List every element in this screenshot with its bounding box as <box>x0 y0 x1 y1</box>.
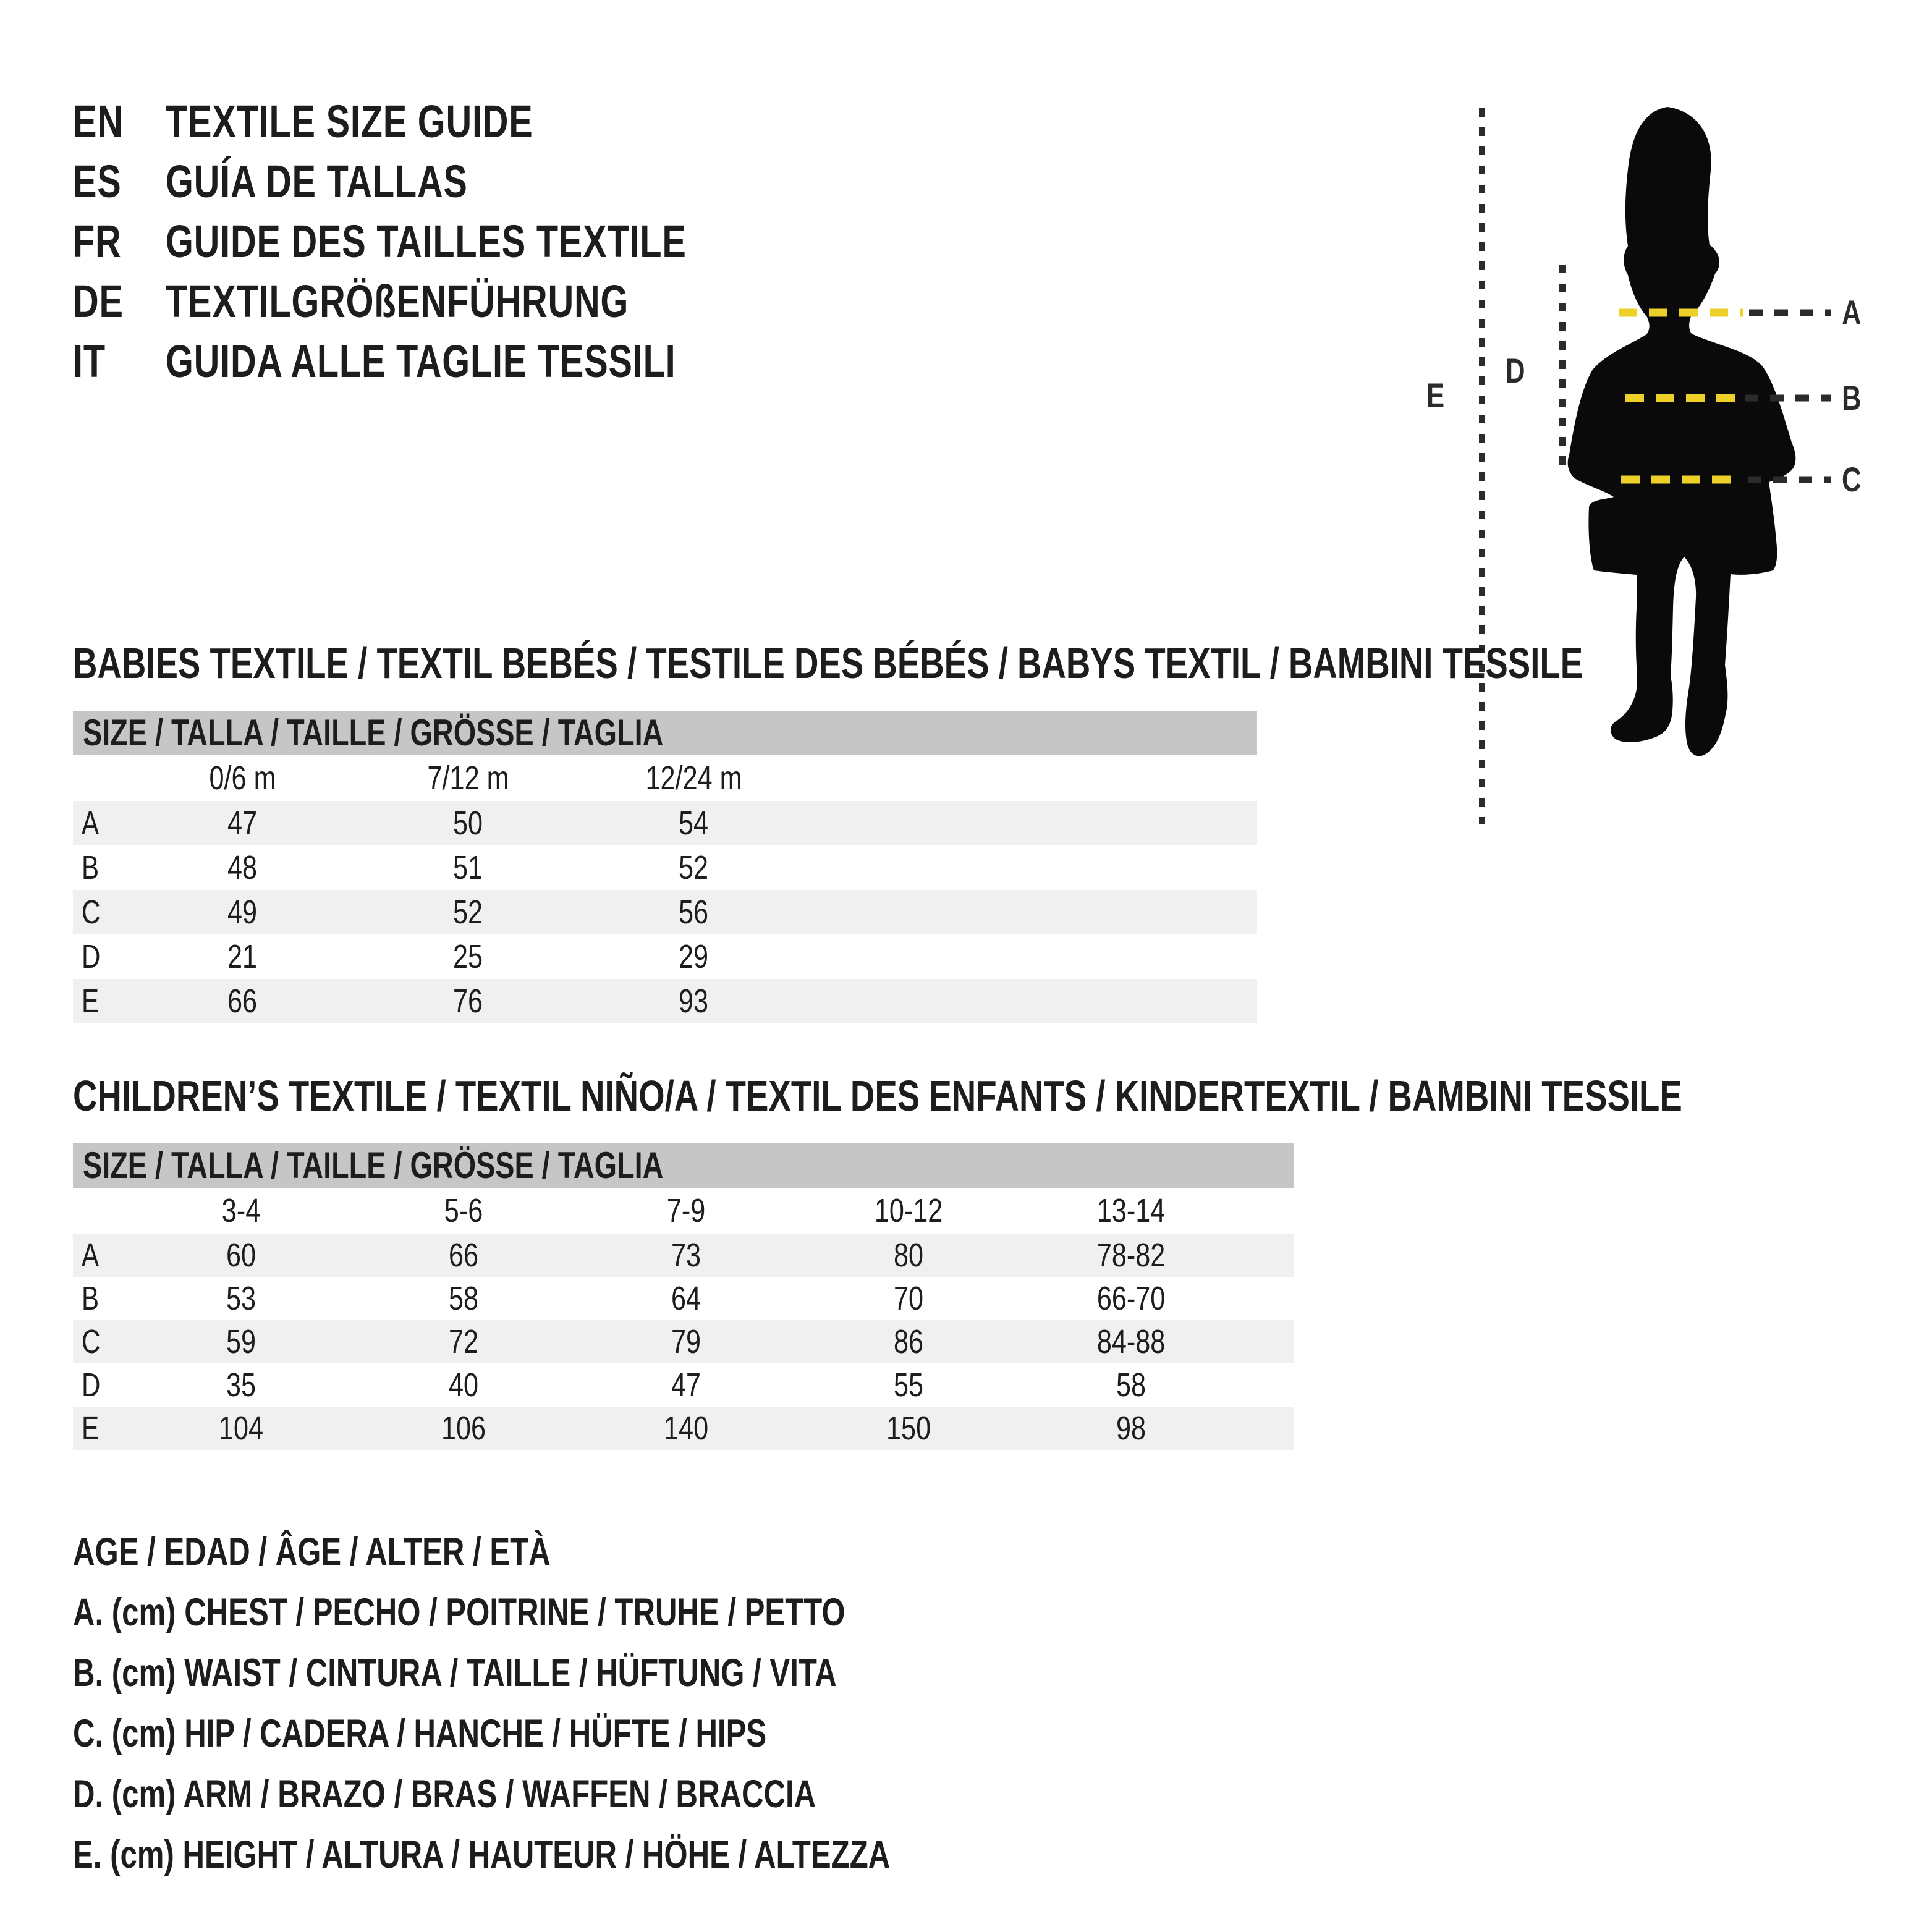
legend-line-age: AGE / EDAD / ÂGE / ALTER / ETÀ <box>73 1530 551 1574</box>
table-row-c <box>73 890 1257 934</box>
cell-value: 50 <box>453 805 483 842</box>
legend-line-height: E. (cm) HEIGHT / ALTURA / HAUTEUR / HÖHE / ALTEZZA <box>73 1833 891 1876</box>
cell-value: 66-70 <box>1096 1280 1166 1317</box>
language-code: ES <box>73 156 122 207</box>
babies-section-title: BABIES TEXTILE / TEXTIL BEBÉS / TESTILE DES BÉBÉS / BABYS TEXTIL / BAMBINI TESSILE <box>73 639 1583 687</box>
cell-value: 21 <box>227 938 258 975</box>
row-label: B <box>82 1280 100 1317</box>
cell-value: 64 <box>671 1280 701 1317</box>
cell-value: 56 <box>679 894 709 931</box>
language-code: EN <box>73 96 124 147</box>
row-label: E <box>82 983 100 1020</box>
cell-value: 53 <box>226 1280 256 1317</box>
cell-value: 60 <box>226 1237 256 1274</box>
cell-value: 54 <box>679 805 709 842</box>
language-title-list <box>73 91 833 391</box>
cell-value: 66 <box>448 1237 479 1274</box>
column-header: 10-12 <box>874 1192 943 1229</box>
row-label: C <box>82 1323 101 1360</box>
language-row-it <box>73 331 833 391</box>
cell-value: 25 <box>453 938 483 975</box>
cell-value: 78-82 <box>1096 1237 1166 1274</box>
cell-value: 73 <box>671 1237 701 1274</box>
children-size-table <box>73 1143 1294 1450</box>
cell-value: 72 <box>448 1323 479 1360</box>
cell-value: 55 <box>893 1366 924 1404</box>
language-title: GUIDE DES TAILLES TEXTILE <box>166 216 687 267</box>
measure-label-c: C <box>1842 460 1862 499</box>
language-title: GUÍA DE TALLAS <box>166 156 468 207</box>
column-header: 13-14 <box>1096 1192 1166 1229</box>
language-row-es <box>73 151 833 211</box>
cell-value: 104 <box>218 1410 264 1447</box>
legend-line-waist: B. (cm) WAIST / CINTURA / TAILLE / HÜFTUNG / VITA <box>73 1651 837 1695</box>
column-header: 0/6 m <box>209 760 276 797</box>
cell-value: 48 <box>227 849 258 886</box>
measure-label-e: E <box>1426 376 1445 415</box>
cell-value: 52 <box>453 894 483 931</box>
cell-value: 84-88 <box>1096 1323 1166 1360</box>
cell-value: 58 <box>1116 1366 1146 1404</box>
measure-legend <box>73 1522 1121 1885</box>
column-header: 12/24 m <box>645 760 742 797</box>
children-table-header-band: SIZE / TALLA / TAILLE / GRÖSSE / TAGLIA <box>73 1143 1294 1188</box>
children-section-title: CHILDREN’S TEXTILE / TEXTIL NIÑO/A / TEXTIL DES ENFANTS / KINDERTEXTIL / BAMBINI TESSILE <box>73 1072 1682 1120</box>
cell-value: 79 <box>671 1323 701 1360</box>
measure-label-b: B <box>1842 378 1862 417</box>
babies-table-header-band: SIZE / TALLA / TAILLE / GRÖSSE / TAGLIA <box>73 711 1257 755</box>
table-row-b <box>73 845 1257 890</box>
cell-value: 49 <box>227 894 258 931</box>
table-row-e <box>73 979 1257 1023</box>
cell-value: 40 <box>448 1366 479 1404</box>
row-label: A <box>82 1237 100 1274</box>
babies-column-header-row <box>73 755 1257 801</box>
cell-value: 70 <box>893 1280 924 1317</box>
measure-label-d: D <box>1506 351 1525 390</box>
cell-value: 93 <box>679 983 709 1020</box>
babies-size-table <box>73 711 1257 1023</box>
row-label: A <box>82 805 100 842</box>
column-header: 7/12 m <box>427 760 509 797</box>
table-row-c <box>73 1320 1294 1363</box>
row-label: C <box>82 894 101 931</box>
language-code: DE <box>73 276 124 327</box>
language-code: FR <box>73 216 122 267</box>
children-column-header-row <box>73 1188 1294 1234</box>
language-title: TEXTILE SIZE GUIDE <box>166 96 533 147</box>
table-row-d <box>73 934 1257 979</box>
cell-value: 51 <box>453 849 483 886</box>
cell-value: 52 <box>679 849 709 886</box>
column-header: 3-4 <box>221 1192 261 1229</box>
cell-value: 140 <box>663 1410 709 1447</box>
row-label: E <box>82 1410 100 1447</box>
cell-value: 80 <box>893 1237 924 1274</box>
column-header: 5-6 <box>444 1192 483 1229</box>
cell-value: 106 <box>441 1410 486 1447</box>
language-row-fr <box>73 211 833 271</box>
cell-value: 150 <box>886 1410 931 1447</box>
row-label: D <box>82 938 101 975</box>
table-row-a <box>73 1234 1294 1277</box>
language-row-en <box>73 91 833 151</box>
legend-line-hip: C. (cm) HIP / CADERA / HANCHE / HÜFTE / HIPS <box>73 1712 767 1755</box>
row-label: D <box>82 1366 101 1404</box>
legend-line-arm: D. (cm) ARM / BRAZO / BRAS / WAFFEN / BRACCIA <box>73 1773 816 1816</box>
table-row-b <box>73 1277 1294 1320</box>
cell-value: 47 <box>227 805 258 842</box>
cell-value: 35 <box>226 1366 256 1404</box>
table-row-e <box>73 1407 1294 1450</box>
cell-value: 76 <box>453 983 483 1020</box>
cell-value: 58 <box>448 1280 479 1317</box>
table-row-d <box>73 1363 1294 1407</box>
language-row-de <box>73 271 833 331</box>
cell-value: 47 <box>671 1366 701 1404</box>
cell-value: 86 <box>893 1323 924 1360</box>
cell-value: 29 <box>679 938 709 975</box>
measurement-figure <box>1426 98 1921 852</box>
column-header: 7-9 <box>666 1192 706 1229</box>
legend-line-chest: A. (cm) CHEST / PECHO / POITRINE / TRUHE / PETTO <box>73 1591 845 1634</box>
cell-value: 66 <box>227 983 258 1020</box>
cell-value: 98 <box>1116 1410 1146 1447</box>
measure-label-a: A <box>1842 293 1862 332</box>
language-title: TEXTILGRÖßENFÜHRUNG <box>166 276 629 327</box>
language-title: GUIDA ALLE TAGLIE TESSILI <box>166 336 676 387</box>
cell-value: 59 <box>226 1323 256 1360</box>
row-label: B <box>82 849 100 886</box>
table-row-a <box>73 801 1257 845</box>
language-code: IT <box>73 336 106 387</box>
